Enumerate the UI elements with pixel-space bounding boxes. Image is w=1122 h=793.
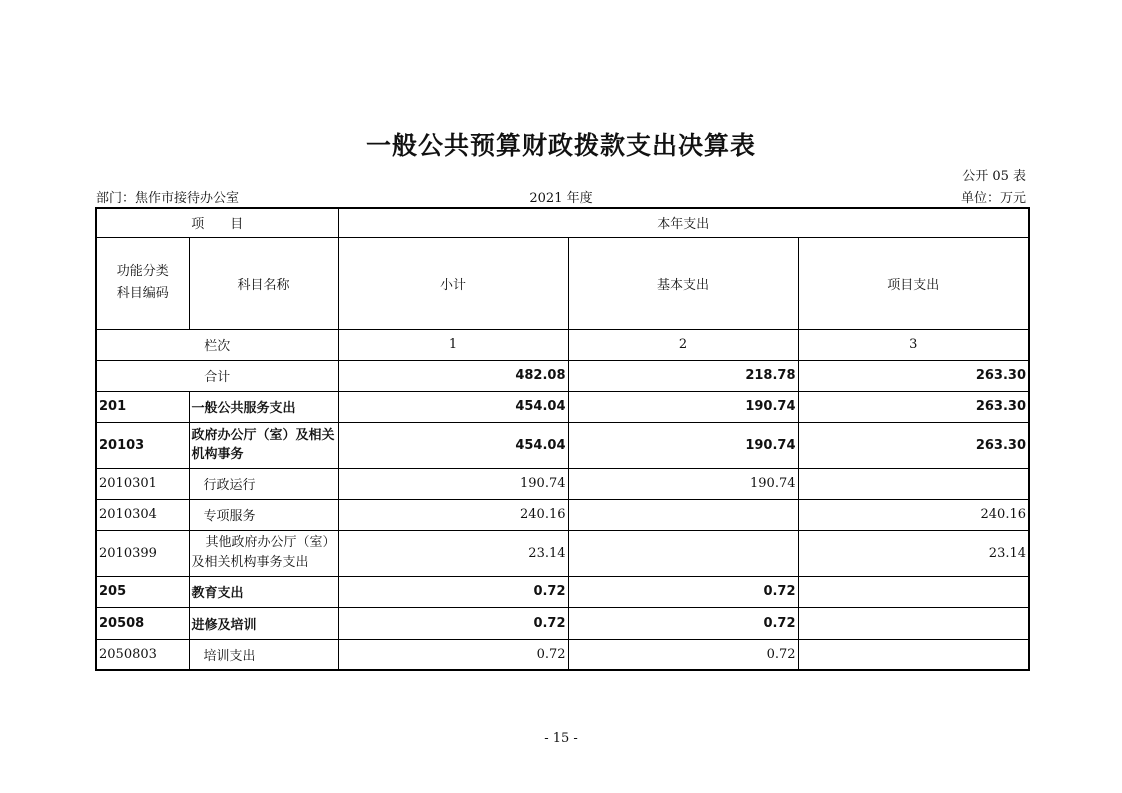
- fiscal-year: 2021 年度: [529, 191, 593, 206]
- header-basic: 基本支出: [568, 237, 798, 329]
- row-basic: 0.72: [568, 639, 798, 670]
- row-name: 教育支出: [189, 576, 338, 607]
- row-basic: [568, 499, 798, 530]
- row-code: 2010399: [96, 530, 189, 576]
- row-basic: 190.74: [568, 468, 798, 499]
- header-code: 功能分类 科目编码: [96, 237, 189, 329]
- row-code: 20508: [96, 607, 189, 639]
- row-subtotal: 0.72: [338, 576, 568, 607]
- row-name: 培训支出: [189, 639, 338, 670]
- row-project: [798, 639, 1029, 670]
- table-row: [96, 422, 1029, 468]
- row-subtotal: 454.04: [338, 391, 568, 422]
- row-name: 一般公共服务支出: [189, 391, 338, 422]
- row-code: 201: [96, 391, 189, 422]
- header-row-2: [96, 237, 1029, 329]
- header-project: 项目支出: [798, 237, 1029, 329]
- header-current-year: 本年支出: [338, 208, 1029, 237]
- row-project: [798, 607, 1029, 639]
- column-number-1: 1: [338, 329, 568, 360]
- row-project: 263.30: [798, 422, 1029, 468]
- form-number: 公开 05 表: [962, 169, 1026, 184]
- row-subtotal: 240.16: [338, 499, 568, 530]
- row-subtotal: 23.14: [338, 530, 568, 576]
- column-number-row: [96, 329, 1029, 360]
- row-subtotal: 0.72: [338, 639, 568, 670]
- row-basic: 0.72: [568, 576, 798, 607]
- row-code: 2010301: [96, 468, 189, 499]
- header-item: 项 目: [96, 208, 338, 237]
- total-row: [96, 360, 1029, 391]
- row-code: 20103: [96, 422, 189, 468]
- row-name: 其他政府办公厅（室）及相关机构事务支出: [189, 530, 338, 576]
- row-subtotal: 0.72: [338, 607, 568, 639]
- row-code: 2050803: [96, 639, 189, 670]
- department-label: 部门：焦作市接待办公室: [96, 191, 240, 206]
- table-row: [96, 499, 1029, 530]
- row-code: 205: [96, 576, 189, 607]
- row-project: 23.14: [798, 530, 1029, 576]
- table-row: [96, 607, 1029, 639]
- table-row: [96, 639, 1029, 670]
- row-subtotal: 190.74: [338, 468, 568, 499]
- row-project: [798, 576, 1029, 607]
- row-name: 政府办公厅（室）及相关机构事务: [189, 422, 338, 468]
- row-subtotal: 454.04: [338, 422, 568, 468]
- row-basic: 190.74: [568, 391, 798, 422]
- total-project: 263.30: [798, 360, 1029, 391]
- page-title: 一般公共预算财政拨款支出决算表: [365, 131, 756, 160]
- header-row-1: [96, 208, 1029, 237]
- unit-label: 单位：万元: [960, 191, 1026, 206]
- budget-table: [95, 207, 1030, 671]
- row-name: 进修及培训: [189, 607, 338, 639]
- row-basic: [568, 530, 798, 576]
- table-row: [96, 530, 1029, 576]
- page-number: - 15 -: [544, 731, 578, 746]
- column-number-2: 2: [568, 329, 798, 360]
- row-project: 240.16: [798, 499, 1029, 530]
- header-subtotal: 小计: [338, 237, 568, 329]
- row-name: 专项服务: [189, 499, 338, 530]
- row-code: 2010304: [96, 499, 189, 530]
- column-number-label: 栏次: [96, 329, 338, 360]
- row-project: [798, 468, 1029, 499]
- header-name: 科目名称: [189, 237, 338, 329]
- total-subtotal: 482.08: [338, 360, 568, 391]
- total-basic: 218.78: [568, 360, 798, 391]
- table-row: [96, 576, 1029, 607]
- column-number-3: 3: [798, 329, 1029, 360]
- row-project: 263.30: [798, 391, 1029, 422]
- row-basic: 190.74: [568, 422, 798, 468]
- table-row: [96, 391, 1029, 422]
- table-row: [96, 468, 1029, 499]
- row-basic: 0.72: [568, 607, 798, 639]
- total-label: 合计: [96, 360, 338, 391]
- row-name: 行政运行: [189, 468, 338, 499]
